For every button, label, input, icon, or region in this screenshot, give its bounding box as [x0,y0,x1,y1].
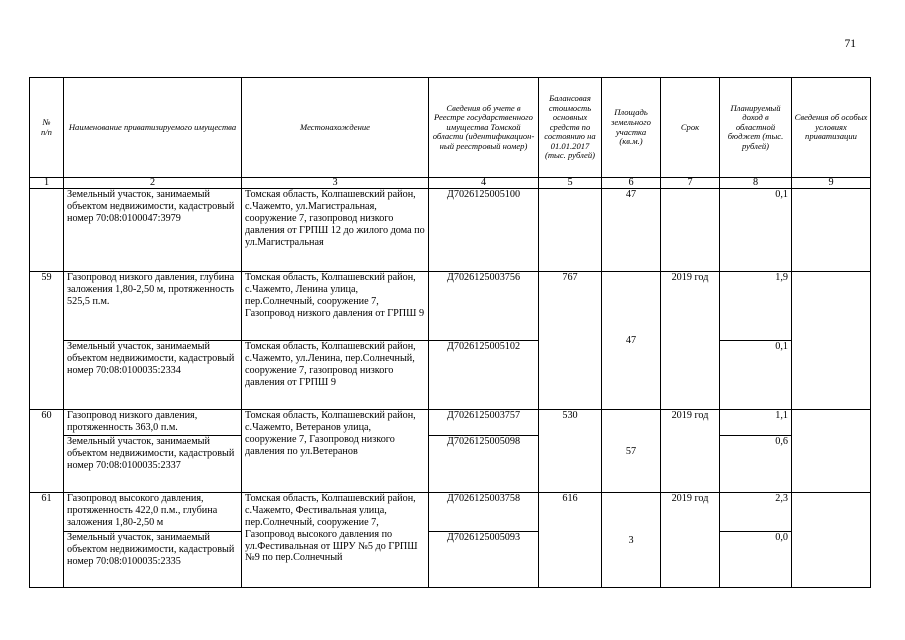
row-balance: 530 [539,410,602,493]
row-income: 1,1 [720,410,792,436]
table-row [30,493,871,532]
column-number: 8 [720,178,792,189]
row-area: 47 [602,189,661,272]
row-area [602,493,661,588]
column-number: 4 [429,178,539,189]
row-registry: Д7026125005093 [429,532,539,588]
header-income: Планируемый доход в областной бюджет (тыс. рублей) [720,78,792,178]
row-name: Газопровод низкого давления, глубина заложения 1,80-2,50 м, протяженность 525,5 п.м. [64,272,242,341]
row-term: 2019 год [661,493,720,588]
row-name: Газопровод низкого давления, протяженность 363,0 п.м. [64,410,242,436]
row-balance [539,189,602,272]
header-num [30,78,64,178]
row-name: Земельный участок, занимаемый объектом недвижимости, кадастровый номер 70:08:0100035:2337 [64,436,242,493]
row-name: Земельный участок, занимаемый объектом недвижимости, кадастровый номер 70:08:0100035:2334 [64,341,242,410]
header-row [30,78,871,178]
row-income: 0,6 [720,436,792,493]
column-number: 2 [64,178,242,189]
table-row [30,532,871,588]
row-income: 1,9 [720,272,792,341]
row-area [602,272,661,410]
table-row [30,272,871,341]
row-location: Томская область, Колпашевский район, с.Чажемто, Ленина улица, пер.Солнечный, сооружение 7, Газопровод низкого давления от ГРПШ 9 [242,272,429,341]
row-registry: Д7026125005098 [429,436,539,493]
row-income: 2,3 [720,493,792,532]
row-registry: Д7026125003757 [429,410,539,436]
header-name: Наименование приватизируемого имущества [64,78,242,178]
header-registry: Сведения об учете в Реестре государственного имущества Томской области (идентификацион-ный реестровый номер) [429,78,539,178]
row-income: 0,0 [720,532,792,588]
row-area-value: 3 [628,534,634,546]
row-num [30,189,64,272]
row-conditions [792,410,871,493]
row-area-value: 47 [625,335,637,346]
row-location: Томская область, Колпашевский район, с.Чажемто, ул.Магистральная, сооружение 7, газопровод низкого давления от ГРПШ 12 до жилого дома по ул.Магистральная [242,189,429,272]
table-row [30,436,871,493]
row-location: Томская область, Колпашевский район, с.Чажемто, ул.Ленина, пер.Солнечный, сооружение 7, газопровод низкого давления от ГРПШ 9 [242,341,429,410]
column-number: 1 [30,178,64,189]
row-name: Газопровод высокого давления, протяженность 422,0 п.м., глубина заложения 1,80-2,50 м [64,493,242,532]
row-registry: Д7026125005102 [429,341,539,410]
header-area: Площадь земельного участка (кв.м.) [602,78,661,178]
row-area-value: 57 [625,445,637,457]
table-row [30,341,871,410]
row-registry: Д7026125003758 [429,493,539,532]
header-num-label: № п/п [41,116,52,137]
table-row [30,189,871,272]
header-balance: Балансовая стоимость основных средств по состоянию на 01.01.2017 (тыс. рублей) [539,78,602,178]
row-location: Томская область, Колпашевский район, с.Чажемто, Фестивальная улица, пер.Солнечный, сооружение 7, Газопровод высокого давления по ул.Фестивальная от ШРУ №5 до ГРПШ №9 по пер.Солнечный [242,493,429,588]
page-number: 71 [844,38,856,50]
row-balance: 767 [539,272,602,410]
privatization-table [29,77,871,588]
row-name: Земельный участок, занимаемый объектом недвижимости, кадастровый номер 70:08:0100035:2335 [64,532,242,588]
row-term [661,189,720,272]
column-number: 5 [539,178,602,189]
column-numbers-row [30,178,871,189]
header-conditions: Сведения об особых условиях приватизации [792,78,871,178]
column-number: 3 [242,178,429,189]
column-number: 9 [792,178,871,189]
column-number: 7 [661,178,720,189]
row-income: 0,1 [720,341,792,410]
row-num: 60 [30,410,64,493]
row-conditions [792,493,871,588]
row-area [602,410,661,493]
row-name: Земельный участок, занимаемый объектом недвижимости, кадастровый номер 70:08:0100047:3979 [64,189,242,272]
table-row [30,410,871,436]
row-balance: 616 [539,493,602,588]
row-income: 0,1 [720,189,792,272]
row-registry: Д7026125005100 [429,189,539,272]
header-term: Срок [661,78,720,178]
row-num: 59 [30,272,64,410]
row-conditions [792,272,871,410]
column-number: 6 [602,178,661,189]
row-num: 61 [30,493,64,588]
row-conditions [792,189,871,272]
row-registry: Д7026125003756 [429,272,539,341]
row-term: 2019 год [661,272,720,410]
row-location: Томская область, Колпашевский район, с.Чажемто, Ветеранов улица, сооружение 7, Газопровод низкого давления по ул.Ветеранов [242,410,429,493]
row-term: 2019 год [661,410,720,493]
header-location: Местонахождение [242,78,429,178]
